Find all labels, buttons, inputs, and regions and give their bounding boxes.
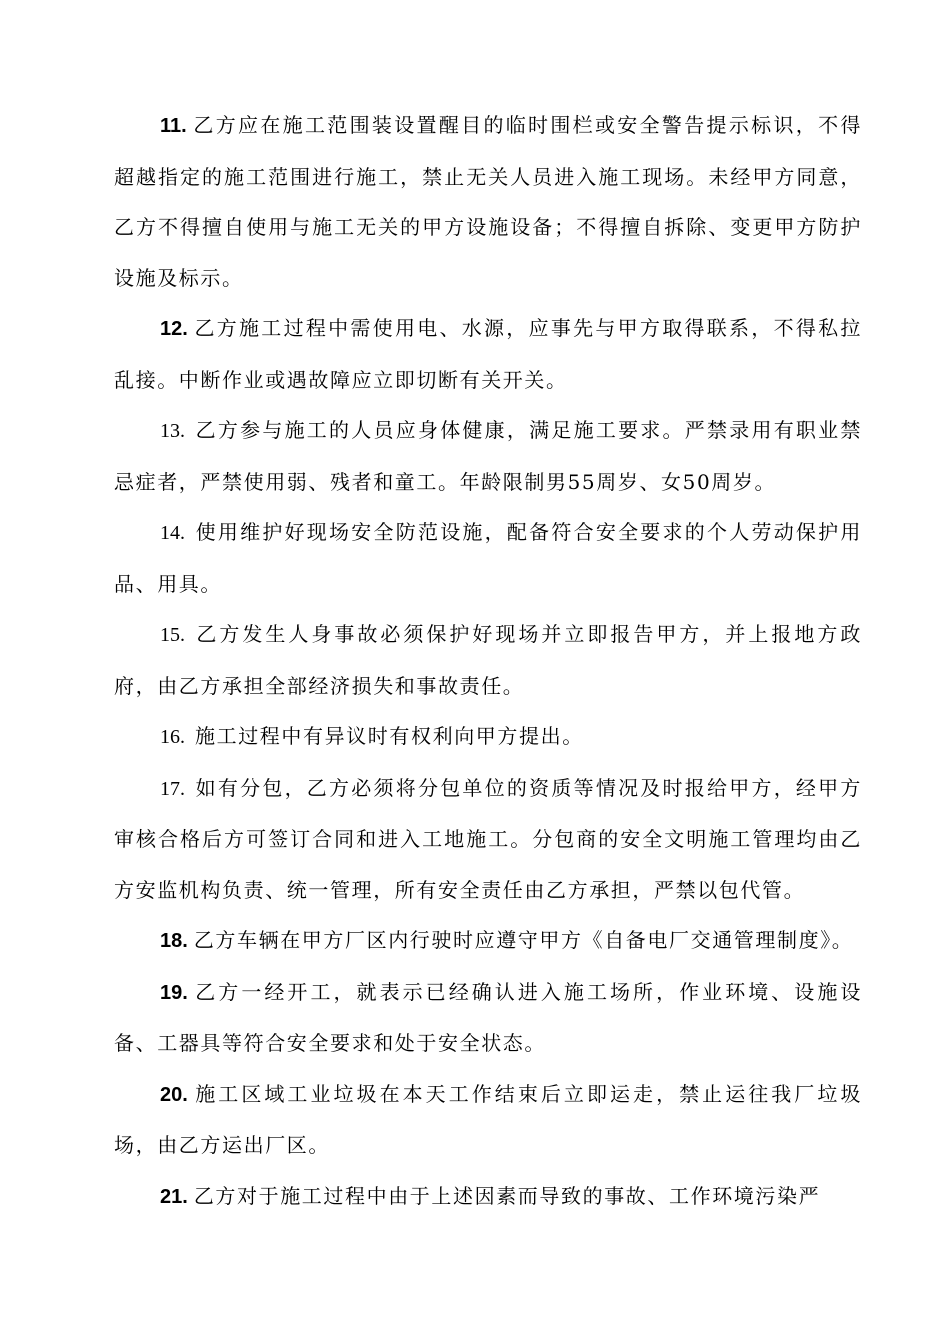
clause-11 [114, 100, 862, 303]
clause-number: 12. [160, 318, 188, 340]
clause-21 [114, 1171, 862, 1223]
clause-13 [114, 405, 862, 507]
clause-number: 15. [160, 624, 185, 646]
clause-19 [114, 967, 862, 1069]
clause-text: 施工过程中有异议时有权利向甲方提出。 [195, 724, 584, 748]
clause-text: 乙方应在施工范围装设置醒目的临时围栏或安全警告提示标识，不得超越指定的施工范围进行施工，禁止无关人员进入施工现场。未经甲方同意，乙方不得擅自使用与施工无关的甲方设施设备；不得擅自拆除、变更甲方防护设施及标示。 [114, 113, 862, 290]
clause-12 [114, 303, 862, 405]
clause-14 [114, 507, 862, 609]
clause-number: 14. [160, 522, 185, 544]
clause-text: 乙方参与施工的人员应身体健康，满足施工要求。严禁录用有职业禁忌症者，严禁使用弱、残者和童工。年龄限制男55周岁、女50周岁。 [114, 418, 862, 494]
clause-number: 18. [160, 930, 188, 952]
clause-number: 16. [160, 726, 185, 748]
clause-number: 19. [160, 981, 188, 1004]
clause-text: 如有分包，乙方必须将分包单位的资质等情况及时报给甲方，经甲方审核合格后方可签订合同和进入工地施工。分包商的安全文明施工管理均由乙方安监机构负责、统一管理，所有安全责任由乙方承担，严禁以包代管。 [114, 775, 862, 902]
clause-text: 乙方发生人身事故必须保护好现场并立即报告甲方，并上报地方政府，由乙方承担全部经济损失和事故责任。 [114, 622, 862, 698]
document-page [114, 100, 862, 1222]
clause-text: 使用维护好现场安全防范设施，配备符合安全要求的个人劳动保护用品、用具。 [114, 520, 862, 596]
clause-18 [114, 915, 862, 967]
clause-number: 11. [160, 115, 187, 137]
clause-number: 20. [160, 1083, 188, 1106]
clause-text: 乙方对于施工过程中由于上述因素而导致的事故、工作环境污染严 [193, 1183, 821, 1208]
clause-17 [114, 763, 862, 916]
clause-text: 乙方施工过程中需使用电、水源，应事先与甲方取得联系，不得私拉乱接。中断作业或遇故障应立即切断有关开关。 [114, 316, 862, 392]
clause-15 [114, 609, 862, 711]
clause-text: 乙方车辆在甲方厂区内行驶时应遵守甲方《自备电厂交通管理制度》。 [193, 928, 854, 952]
clause-number: 21. [160, 1185, 188, 1208]
clause-16 [114, 711, 862, 763]
clause-number: 13. [160, 420, 185, 442]
clause-text: 施工区域工业垃圾在本天工作结束后立即运走，禁止运往我厂垃圾场，由乙方运出厂区。 [114, 1081, 862, 1157]
clause-20 [114, 1069, 862, 1171]
clause-number: 17. [160, 777, 185, 800]
clause-text: 乙方一经开工，就表示已经确认进入施工场所，作业环境、设施设备、工器具等符合安全要求和处于安全状态。 [114, 979, 862, 1055]
